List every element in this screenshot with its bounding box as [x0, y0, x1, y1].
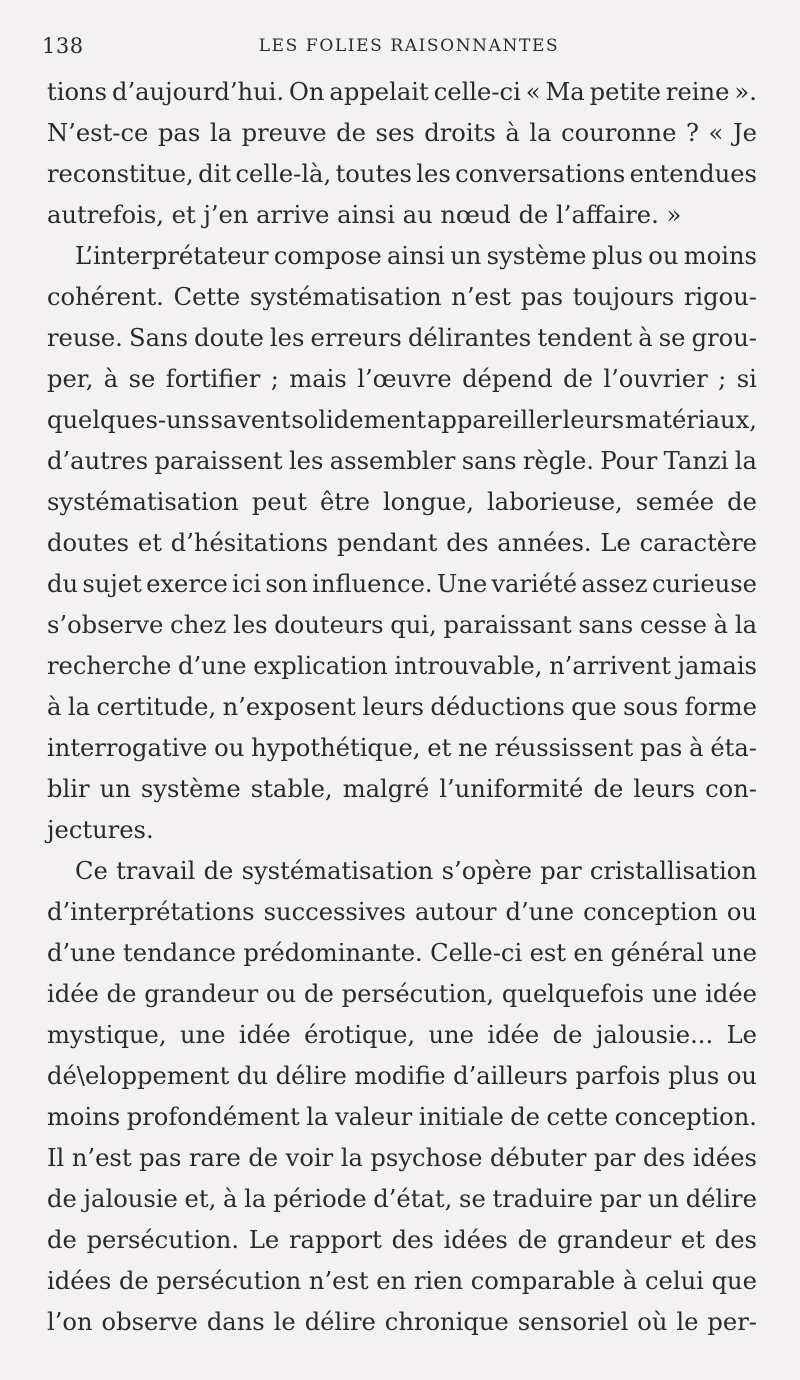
text-line: jectures. — [47, 816, 154, 844]
text-line: Ce travail de systématisation s’opère par cristallisation — [75, 857, 757, 885]
text-line: tions d’aujourd’hui. On appelait celle-ci « Ma petite reine ». — [47, 78, 757, 106]
text-line: d’une tendance prédominante. Celle-ci est en général une — [47, 939, 757, 967]
text-line: cohérent. Cette systématisation n’est pas toujours rigou- — [47, 283, 757, 311]
text-line: interrogative ou hypothétique, et ne réussissent pas à éta- — [47, 734, 757, 762]
text-line: systématisation peut être longue, laborieuse, semée de — [47, 488, 757, 516]
text-line: à la certitude, n’exposent leurs déductions que sous forme — [47, 693, 757, 721]
text-line: per, à se fortifier ; mais l’œuvre dépend de l’ouvrier ; si — [47, 365, 757, 393]
text-line: de persécution. Le rapport des idées de grandeur et des — [47, 1226, 757, 1254]
text-line: reconstitue, dit celle-là, toutes les conversations entendues — [47, 160, 757, 188]
running-title: LES FOLIES RAISONNANTES — [258, 36, 560, 56]
text-line: quelques-uns savent solidement appareiller leurs matériaux, — [47, 406, 757, 434]
text-line: s’observe chez les douteurs qui, paraissant sans cesse à la — [47, 611, 757, 639]
text-line: autrefois, et j’en arrive ainsi au nœud de l’affaire. » — [47, 201, 682, 229]
text-line: idées de persécution n’est en rien comparable à celui que — [47, 1267, 757, 1295]
text-line: reuse. Sans doute les erreurs délirantes tendent à se grou- — [47, 324, 757, 352]
text-line: moins profondément la valeur initiale de cette conception. — [47, 1103, 757, 1131]
text-line: du sujet exerce ici son influence. Une variété assez curieuse — [47, 570, 757, 598]
text-line: mystique, une idée érotique, une idée de jalousie... Le — [47, 1021, 757, 1049]
text-line: doutes et d’hésitations pendant des années. Le caractère — [47, 529, 757, 557]
text-line: l’on observe dans le délire chronique sensoriel où le per- — [47, 1308, 757, 1336]
text-line: recherche d’une explication introuvable, n’arrivent jamais — [47, 652, 757, 680]
body-text — [47, 72, 757, 1343]
text-line: Il n’est pas rare de voir la psychose débuter par des idées — [47, 1144, 757, 1172]
text-line: dé\eloppement du délire modifie d’ailleurs parfois plus ou — [47, 1062, 757, 1090]
page-header — [42, 34, 762, 64]
text-line: L’interprétateur compose ainsi un système plus ou moins — [75, 242, 757, 270]
text-line: idée de grandeur ou de persécution, quelquefois une idée — [47, 980, 757, 1008]
text-line: d’interprétations successives autour d’une conception ou — [47, 898, 757, 926]
text-line: N’est-ce pas la preuve de ses droits à la couronne ? « Je — [47, 119, 757, 147]
text-line: d’autres paraissent les assembler sans règle. Pour Tanzi la — [47, 447, 757, 475]
text-line: blir un système stable, malgré l’uniformité de leurs con- — [47, 775, 757, 803]
text-line: de jalousie et, à la période d’état, se traduire par un délire — [47, 1185, 757, 1213]
page-number: 138 — [42, 34, 84, 58]
